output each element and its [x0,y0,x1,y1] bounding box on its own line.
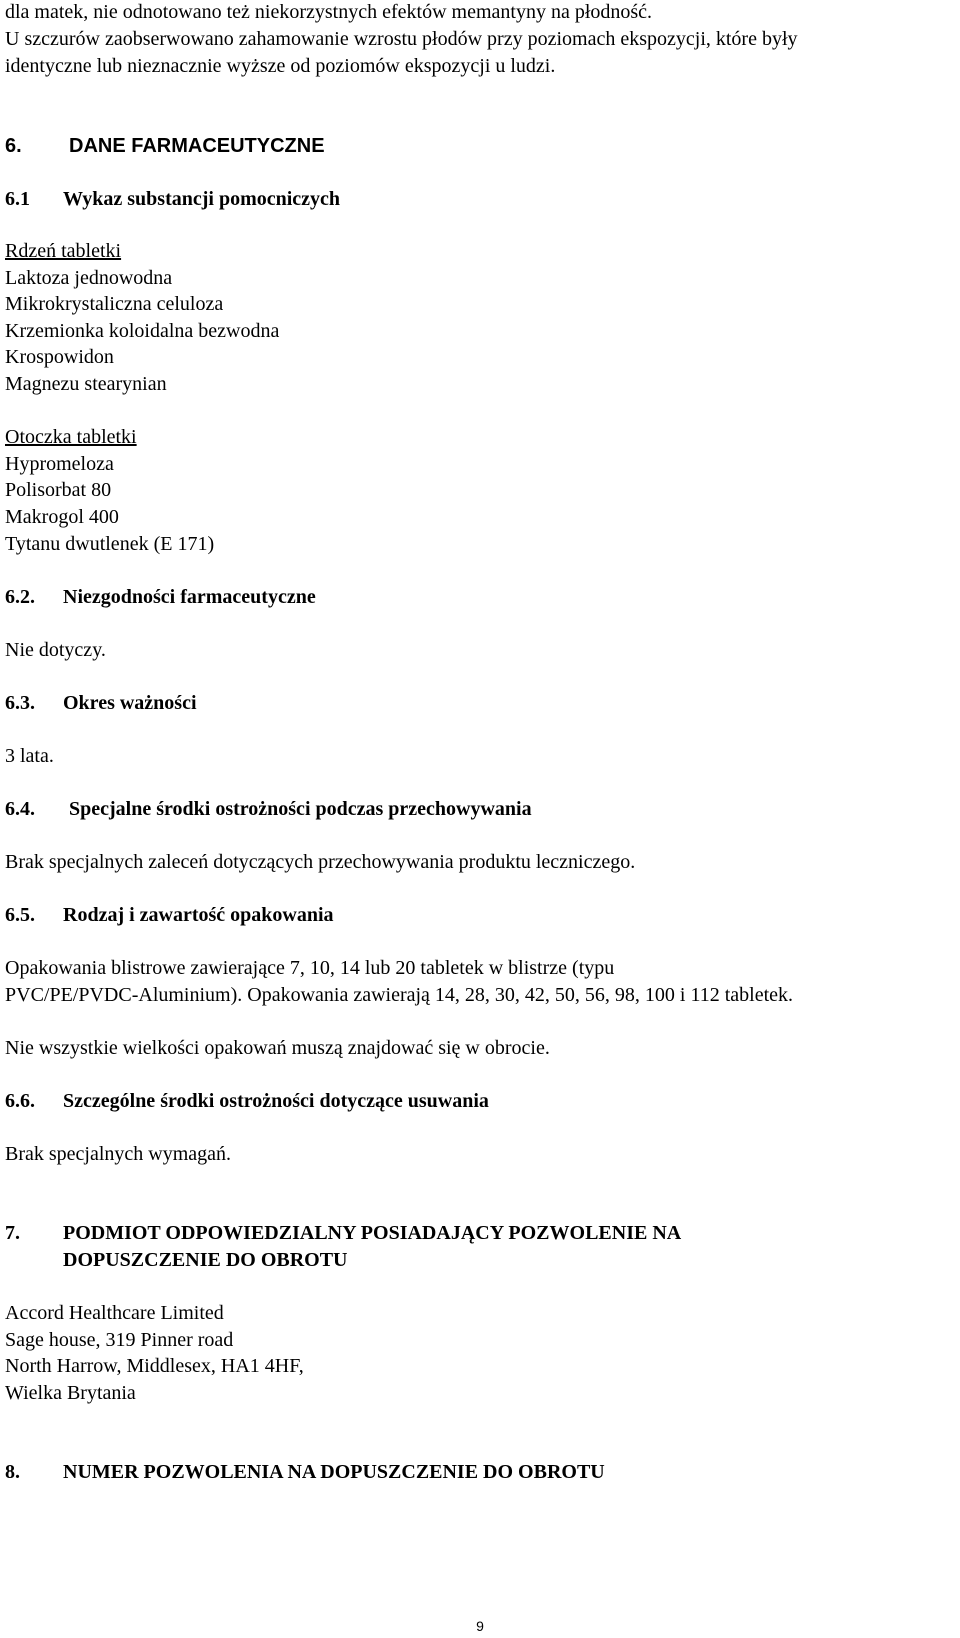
subsection-6-3-text: 3 lata. [5,745,54,767]
subsection-6-5-title: Rodzaj i zawartość opakowania [63,904,334,926]
page-number: 9 [476,1618,484,1634]
subsection-6-5-line-2: PVC/PE/PVDC-Aluminium). Opakowania zawierają 14, 28, 30, 42, 50, 56, 98, 100 i 112 tabletek. [5,984,794,1006]
subsection-6-5-line-1: Opakowania blistrowe zawierające 7, 10, 14 lub 20 tabletek w blistrze (typu [5,957,615,979]
subsection-6-3-title: Okres ważności [63,692,197,714]
subsection-6-5-number: 6.5. [5,904,35,926]
coat-item: Hypromeloza [5,453,114,475]
section-6-title: DANE FARMACEUTYCZNE [69,135,325,157]
coat-item: Polisorbat 80 [5,479,112,501]
subsection-6-6-text: Brak specjalnych wymagań. [5,1143,232,1165]
core-item: Laktoza jednowodna [5,267,173,289]
subsection-6-6-title: Szczególne środki ostrożności dotyczące usuwania [63,1090,489,1112]
subsection-6-4-text: Brak specjalnych zaleceń dotyczących przechowywania produktu leczniczego. [5,851,636,873]
core-item: Krospowidon [5,346,114,368]
subsection-6-2-number: 6.2. [5,586,35,608]
intro-line-3: identyczne lub nieznacznie wyższe od poziomów ekspozycji u ludzi. [5,55,556,77]
subsection-6-1-title: Wykaz substancji pomocniczych [63,188,341,210]
subsection-6-2-text: Nie dotyczy. [5,639,106,661]
subsection-6-6-heading [5,1089,489,1113]
address-line: Sage house, 319 Pinner road [5,1329,234,1351]
core-item: Krzemionka koloidalna bezwodna [5,320,280,342]
section-8-heading [5,1460,605,1484]
address-line: Wielka Brytania [5,1382,136,1404]
section-7-heading-line-2 [5,1248,348,1272]
section-7-number: 7. [5,1222,20,1244]
coat-heading: Otoczka tabletki [5,426,137,448]
subsection-6-3-heading [5,691,197,715]
subsection-6-2-heading [5,585,316,609]
subsection-6-1-heading [5,187,340,211]
subsection-6-4-heading [5,797,532,821]
subsection-6-4-number: 6.4. [5,798,35,820]
subsection-6-1-number: 6.1 [5,188,30,210]
subsection-6-4-title: Specjalne środki ostrożności podczas przechowywania [69,798,532,820]
coat-item: Tytanu dwutlenek (E 171) [5,533,215,555]
section-8-title: NUMER POZWOLENIA NA DOPUSZCZENIE DO OBROTU [63,1461,605,1483]
address-line: North Harrow, Middlesex, HA1 4HF, [5,1355,304,1377]
section-6-heading [5,134,325,158]
core-item: Mikrokrystaliczna celuloza [5,293,224,315]
section-7-title-line-1: PODMIOT ODPOWIEDZIALNY POSIADAJĄCY POZWOLENIE NA [63,1222,682,1244]
section-6-number: 6. [5,135,22,157]
subsection-6-3-number: 6.3. [5,692,35,714]
intro-line-1: dla matek, nie odnotowano też niekorzystnych efektów memantyny na płodność. [5,1,653,23]
address-line: Accord Healthcare Limited [5,1302,224,1324]
core-item: Magnezu stearynian [5,373,167,395]
subsection-6-5-line-3: Nie wszystkie wielkości opakowań muszą znajdować się w obrocie. [5,1037,550,1059]
section-7-heading-line-1 [5,1221,681,1245]
coat-item: Makrogol 400 [5,506,119,528]
subsection-6-5-heading [5,903,334,927]
section-8-number: 8. [5,1461,20,1483]
intro-line-2: U szczurów zaobserwowano zahamowanie wzrostu płodów przy poziomach ekspozycji, które były [5,28,798,50]
subsection-6-2-title: Niezgodności farmaceutyczne [63,586,316,608]
core-heading: Rdzeń tabletki [5,240,122,262]
subsection-6-6-number: 6.6. [5,1090,35,1112]
section-7-title-line-2: DOPUSZCZENIE DO OBROTU [63,1249,348,1271]
